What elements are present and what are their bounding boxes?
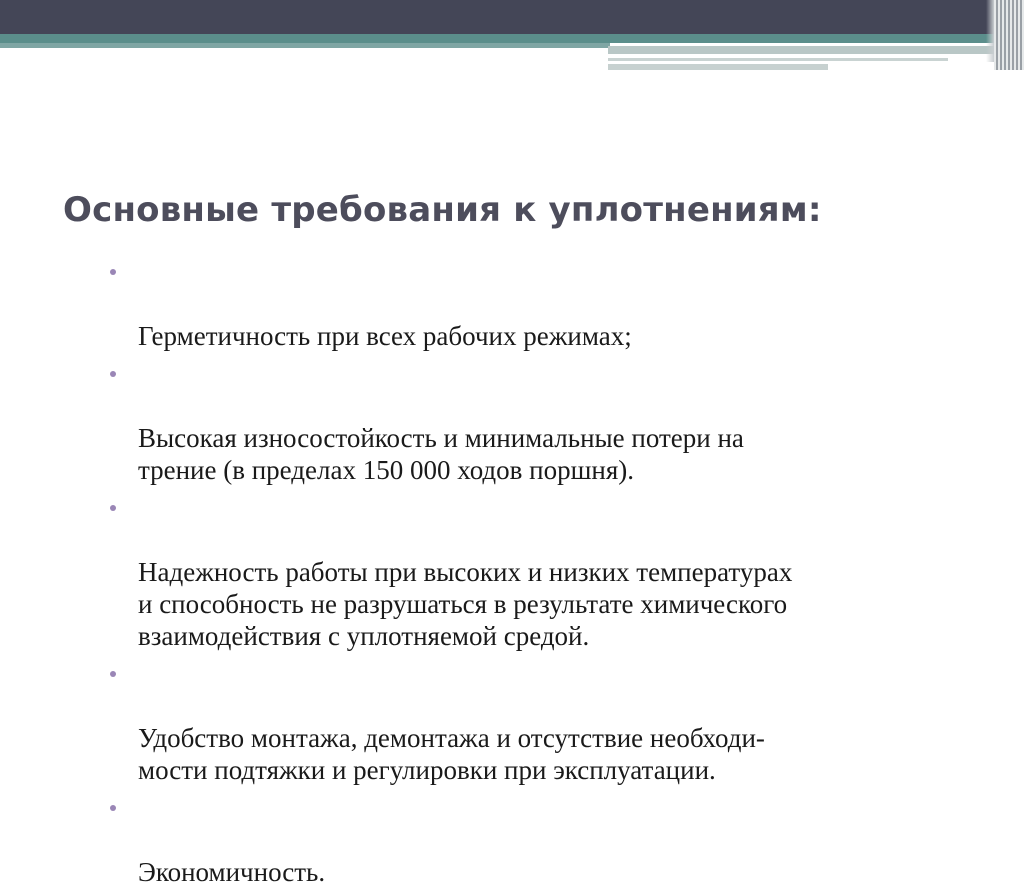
bullet-text: Герметичность при всех рабочих режимах;	[138, 321, 632, 351]
header-dark-band	[0, 0, 1024, 34]
header-teal-band	[0, 34, 1024, 43]
bullet-dot-icon	[110, 269, 116, 275]
header-stripes-fade	[986, 0, 994, 62]
bullet-item-4	[108, 658, 988, 786]
bullet-item-1	[108, 256, 988, 352]
bullet-text: Высокая износостойкость и минимальные потери на трение (в пределах 150 000 ходов поршня).	[138, 423, 744, 485]
bullet-dot-icon	[110, 805, 116, 811]
bullet-dot-icon	[110, 371, 116, 377]
bullet-text: Удобство монтажа, демонтажа и отсутствие необходи- мости подтяжки и регулировки при эксплуатации.	[138, 723, 765, 785]
bullet-text: Экономичность.	[138, 857, 326, 887]
bullet-text: Надежность работы при высоких и низких температурах и способность не разрушаться в результате химического взаимодействия с уплотняемой средой.	[138, 557, 793, 651]
header-grey-band-1	[608, 46, 1024, 54]
bullet-list	[108, 256, 988, 894]
header-teal-light-band	[0, 43, 610, 48]
bullet-item-5	[108, 792, 988, 888]
bullet-dot-icon	[110, 671, 116, 677]
header-grey-band-2	[608, 58, 948, 61]
header-stripes-decoration	[994, 0, 1024, 70]
slide-title: Основные требования к уплотнениям:	[63, 190, 822, 230]
header-grey-band-3	[608, 64, 828, 70]
bullet-item-3	[108, 492, 988, 652]
bullet-dot-icon	[110, 505, 116, 511]
bullet-item-2	[108, 358, 988, 486]
